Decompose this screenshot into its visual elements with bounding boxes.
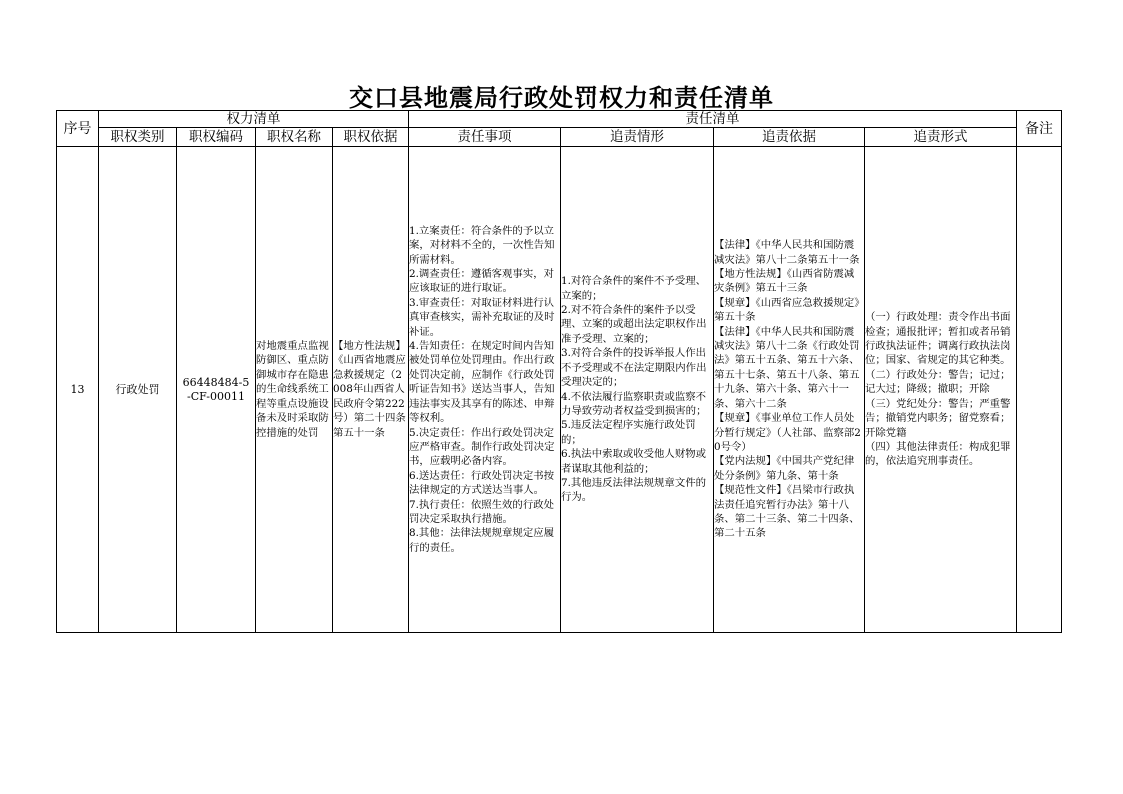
header-accountability-cases: 追责情形 (561, 128, 714, 147)
list-item: 2.调查责任：遵循客观事实，对应该取证的进行取证。 (409, 268, 554, 295)
list-item: 4.不依法履行监察职责或监察不力导致劳动者权益受到损害的； (561, 390, 707, 417)
header-responsibility-group: 责任清单 (409, 111, 1017, 128)
responsibility-table (56, 110, 1062, 633)
header-power-code: 职权编码 (177, 128, 256, 147)
list-item: （三）党纪处分：警告；严重警告；撤销党内职务；留党察看；开除党籍 (865, 397, 1011, 439)
header-power-group: 权力清单 (99, 111, 409, 128)
header-accountability-basis: 追责依据 (714, 128, 865, 147)
list-item: 【规范性文件】《吕梁市行政执法责任追究暂行办法》第十八条、第二十三条、第二十四条、第二十五条 (714, 484, 860, 540)
header-resp-items: 责任事项 (409, 128, 561, 147)
cell-accountability-forms (865, 147, 1017, 633)
list-item: 3.审查责任：对取证材料进行认真审查核实，需补充取证的及时补证。 (409, 296, 555, 338)
list-item: （一）行政处理：责令作出书面检查；通报批评；暂扣或者吊销行政执法证件；调离行政执法岗位；国家、省规定的其它种类。 (865, 311, 1011, 367)
list-item: 7.执行责任：依照生效的行政处罚决定采取执行措施。 (409, 498, 554, 525)
list-item: 6.执法中索取或收受他人财物或者谋取其他利益的； (561, 448, 706, 475)
list-item: 【党内法规】《中国共产党纪律处分条例》第九条、第十条 (714, 455, 855, 482)
header-power-name: 职权名称 (256, 128, 333, 147)
cell-power-code: 66448484-5-CF-00011 (177, 147, 256, 633)
header-serial: 序号 (57, 111, 99, 147)
cell-remark (1017, 147, 1062, 633)
cell-power-name: 对地震重点监视防御区、重点防御城市存在隐患的生命线系统工程等重点设施设备未及时采取防控措施的处罚 (256, 147, 333, 633)
list-item: 5.决定责任：作出行政处罚决定应严格审查。制作行政处罚决定书，应载明必备内容。 (409, 426, 555, 468)
list-item: 4.告知责任：在规定时间内告知被处罚单位处罚理由。作出行政处罚决定前，应制作《行政处罚听证告知书》送达当事人，告知违法事实及其享有的陈述、申辩等权利。 (409, 340, 555, 425)
page-title: 交口县地震局行政处罚权力和责任清单 (349, 83, 774, 112)
cell-resp-items (409, 147, 561, 633)
list-item: 【规章】《山西省应急救援规定》第五十条 (714, 296, 860, 324)
list-item: 【法律】《中华人民共和国防震减灾法》第八十二条第五十一条 (714, 239, 860, 266)
list-item: 【法律】《中华人民共和国防震减灾法》第八十二条《行政处罚法》第五十五条、第五十六条、第五十七条、第五十八条、第五十九条、第六十条、第六十一条、第六十二条 (714, 325, 860, 410)
list-item: 8.其他：法律法规规章规定应履行的责任。 (409, 527, 554, 554)
table-row (57, 147, 1062, 633)
cell-accountability-cases (561, 147, 714, 633)
list-item: 2.对不符合条件的案件予以受理、立案的或超出法定职权作出准予受理、立案的； (561, 304, 707, 345)
list-item: 1.立案责任：符合条件的予以立案，对材料不全的，一次性告知所需材料。 (409, 224, 555, 266)
header-remark: 备注 (1017, 111, 1062, 147)
list-item: （二）行政处分：警告；记过；记大过；降级；撤职；开除 (865, 368, 1011, 396)
list-item: 【规章】《事业单位工作人员处分暂行规定》（人社部、监察部20号令） (714, 412, 861, 453)
list-item: （四）其他法律责任：构成犯罪的，依法追究刑事责任。 (865, 440, 1011, 468)
list-item: 6.送达责任：行政处罚决定书按法律规定的方式送达当事人。 (409, 469, 554, 497)
header-power-basis: 职权依据 (333, 128, 409, 147)
cell-power-basis: 【地方性法规】《山西省地震应急救援规定（2008年山西省人民政府令第222号）第二十四条第五十一条 (333, 147, 409, 633)
cell-serial: 13 (57, 147, 99, 633)
list-item: 7.其他违反法律法规规章文件的行为。 (561, 476, 706, 504)
cell-power-type: 行政处罚 (99, 147, 177, 633)
list-item: 1.对符合条件的案件不予受理、立案的； (561, 275, 706, 302)
header-power-type: 职权类别 (99, 128, 177, 147)
cell-accountability-basis (714, 147, 865, 633)
list-item: 3.对符合条件的投诉举报人作出不予受理或不在法定期限内作出受理决定的； (561, 347, 707, 389)
list-item: 5.违反法定程序实施行政处罚的； (561, 419, 696, 446)
list-item: 【地方性法规】《山西省防震减灾条例》第五十三条 (714, 268, 855, 295)
header-accountability-forms: 追责形式 (865, 128, 1017, 147)
